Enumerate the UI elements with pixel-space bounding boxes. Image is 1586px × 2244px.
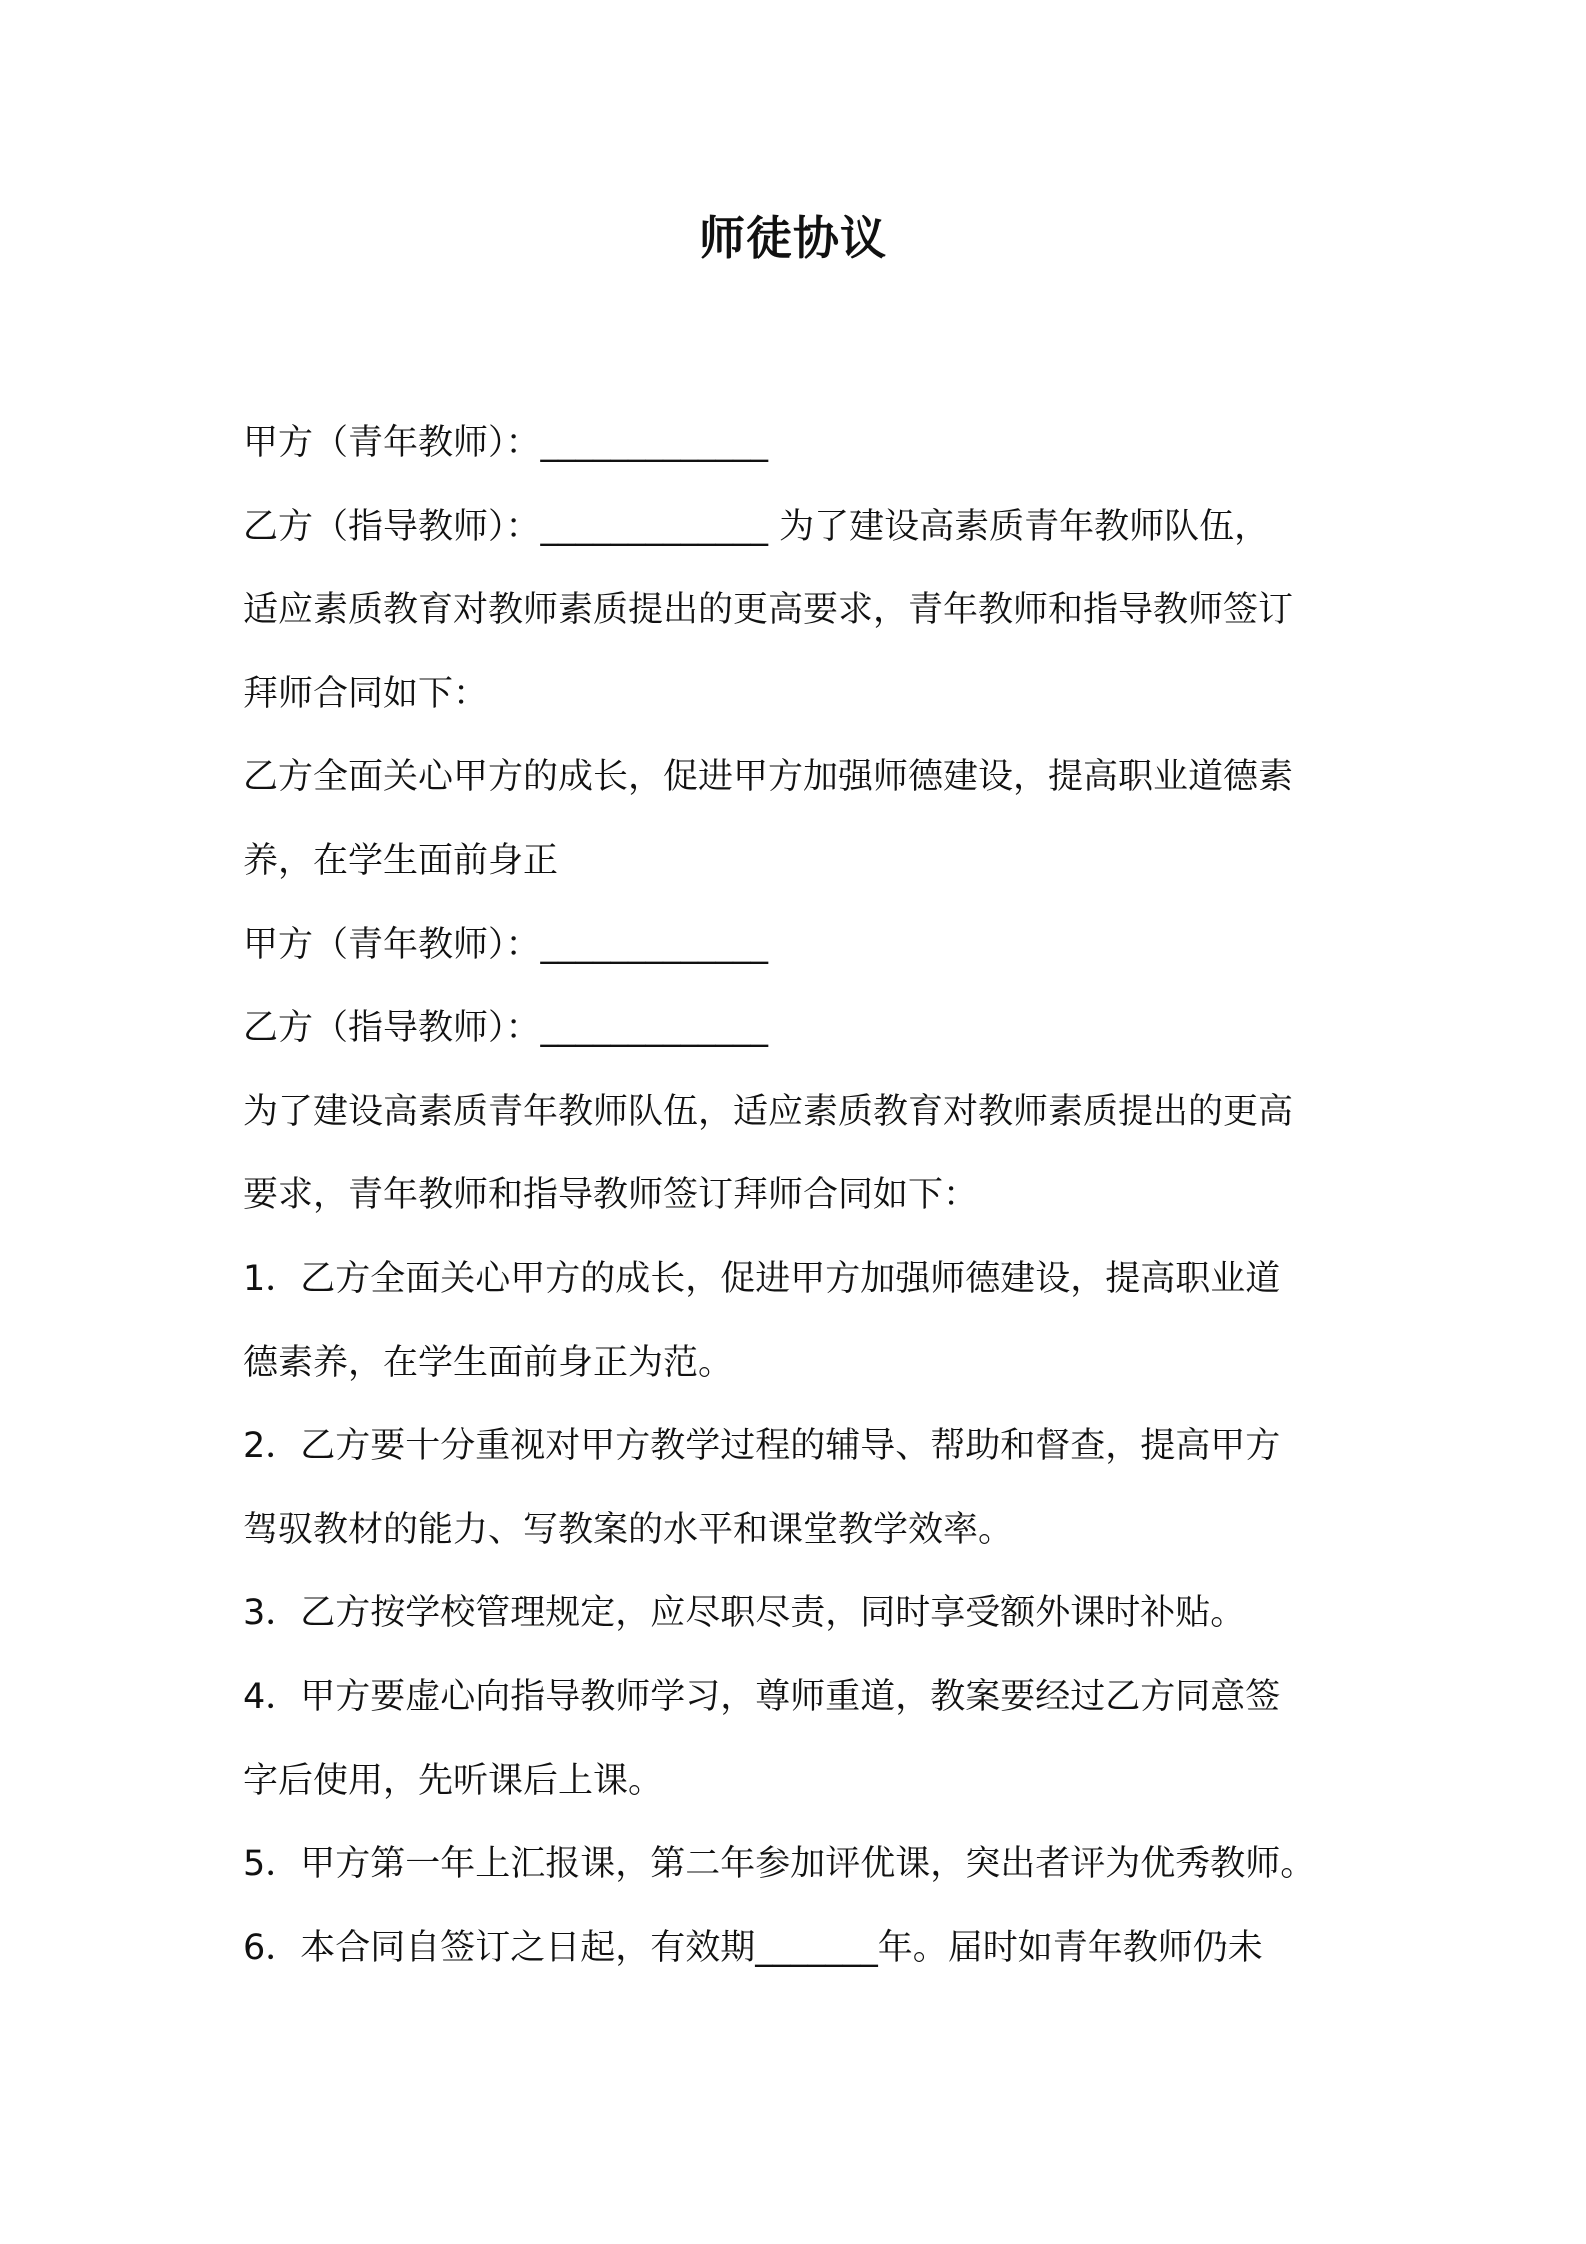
- text-line: 要求，青年教师和指导教师签订拜师合同如下：: [243, 1175, 979, 1216]
- text-line: 6．本合同自签订之日起，有效期_______年。届时如青年教师仍未: [243, 1927, 1263, 1968]
- text-line: 甲方（青年教师）：_____________: [243, 423, 769, 463]
- text-line: 驾驭教材的能力、写教案的水平和课堂教学效率。: [243, 1509, 1014, 1550]
- text-line: 养，在学生面前身正: [243, 840, 559, 881]
- text-line: 德素养，在学生面前身正为范。: [243, 1342, 734, 1383]
- text-line: 3．乙方按学校管理规定，应尽职尽责，同时享受额外课时补贴。: [243, 1593, 1246, 1634]
- text-line: 乙方全面关心甲方的成长，促进甲方加强师德建设，提高职业道德素: [243, 757, 1294, 798]
- text-line: 拜师合同如下：: [243, 673, 489, 714]
- text-line: 乙方（指导教师）：_____________: [243, 1008, 769, 1049]
- document-title: 师徒协议: [699, 211, 887, 265]
- text-line: 5．甲方第一年上汇报课，第二年参加评优课，突出者评为优秀教师。: [243, 1844, 1316, 1885]
- text-line: 1．乙方全面关心甲方的成长，促进甲方加强师德建设，提高职业道: [243, 1258, 1281, 1299]
- text-line: 为了建设高素质青年教师队伍，适应素质教育对教师素质提出的更高: [243, 1091, 1294, 1132]
- text-line: 甲方（青年教师）：_____________: [243, 924, 769, 965]
- text-line: 2．乙方要十分重视对甲方教学过程的辅导、帮助和督查，提高甲方: [243, 1426, 1281, 1467]
- text-line: 4．甲方要虚心向指导教师学习，尊师重道，教案要经过乙方同意签: [243, 1676, 1281, 1717]
- text-line: 字后使用，先听课后上课。: [243, 1760, 664, 1801]
- document-body: [243, 402, 1383, 1990]
- text-line: 适应素质教育对教师素质提出的更高要求，青年教师和指导教师签订: [243, 590, 1294, 631]
- text-line: 乙方（指导教师）：_____________ 为了建设高素质青年教师队伍，: [243, 506, 1270, 547]
